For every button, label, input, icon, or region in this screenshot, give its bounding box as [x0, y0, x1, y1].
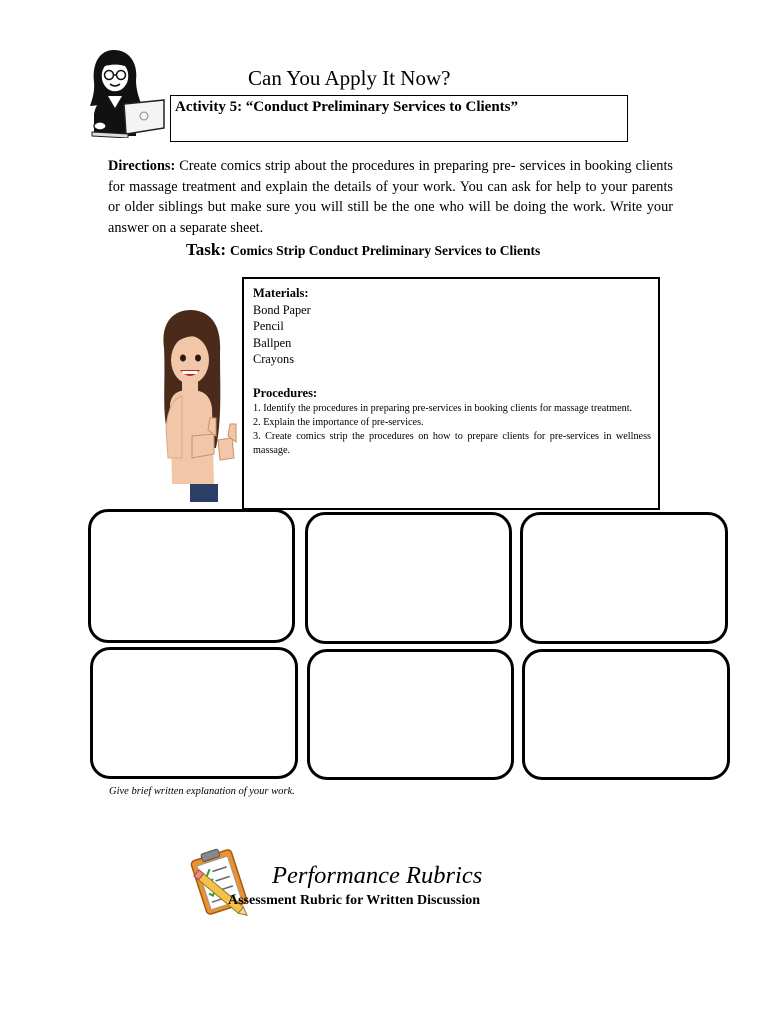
- materials-procedures-box: [242, 277, 660, 510]
- rubric-title: Performance Rubrics: [272, 862, 483, 889]
- material-item: Pencil: [253, 319, 284, 334]
- comic-panel-3: [520, 512, 728, 644]
- girl-with-laptop-icon: [84, 44, 168, 138]
- task-title: Comics Strip Conduct Preliminary Services to Clients: [230, 243, 541, 258]
- materials-heading: Materials:: [253, 286, 309, 300]
- directions-label: Directions:: [108, 158, 176, 174]
- material-item: Ballpen: [253, 335, 292, 350]
- comic-panel-5: [307, 649, 514, 780]
- directions-text: Create comics strip about the procedures in preparing pre- services in booking clients for massage treatment and explain the details of your work. You can ask for help to your parents or older siblings but make sure you will still be the one who will be doing the work. Write your answer on a separate sheet.: [108, 158, 673, 237]
- procedure-item: 2. Explain the importance of pre-services.: [253, 416, 424, 428]
- comic-panel-1: [88, 509, 295, 643]
- girl-thumbs-up-avatar: [152, 308, 240, 502]
- task-label: Task:: [186, 240, 227, 259]
- procedure-item: 3. Create comics strip the procedures on how to prepare clients for pre-services in wellness massage.: [253, 431, 651, 457]
- task-line: [186, 240, 540, 260]
- activity-title-box: [170, 95, 628, 142]
- procedures-heading: Procedures:: [253, 385, 318, 400]
- comic-panel-2: [305, 512, 512, 644]
- material-item: Bond Paper: [253, 302, 311, 317]
- comic-panel-6: [522, 649, 730, 780]
- activity-title: Activity 5: “Conduct Preliminary Services to Clients”: [175, 99, 519, 115]
- rubric-subtitle: Assessment Rubric for Written Discussion: [228, 893, 481, 908]
- material-item: Crayons: [253, 352, 294, 367]
- explanation-note: Give brief written explanation of your work.: [109, 786, 295, 797]
- page-title: Can You Apply It Now?: [248, 66, 451, 90]
- directions-paragraph: [108, 156, 673, 239]
- procedure-item: 1. Identify the procedures in preparing pre-services in booking clients for massage treatment.: [253, 402, 633, 414]
- comic-panel-4: [90, 647, 298, 779]
